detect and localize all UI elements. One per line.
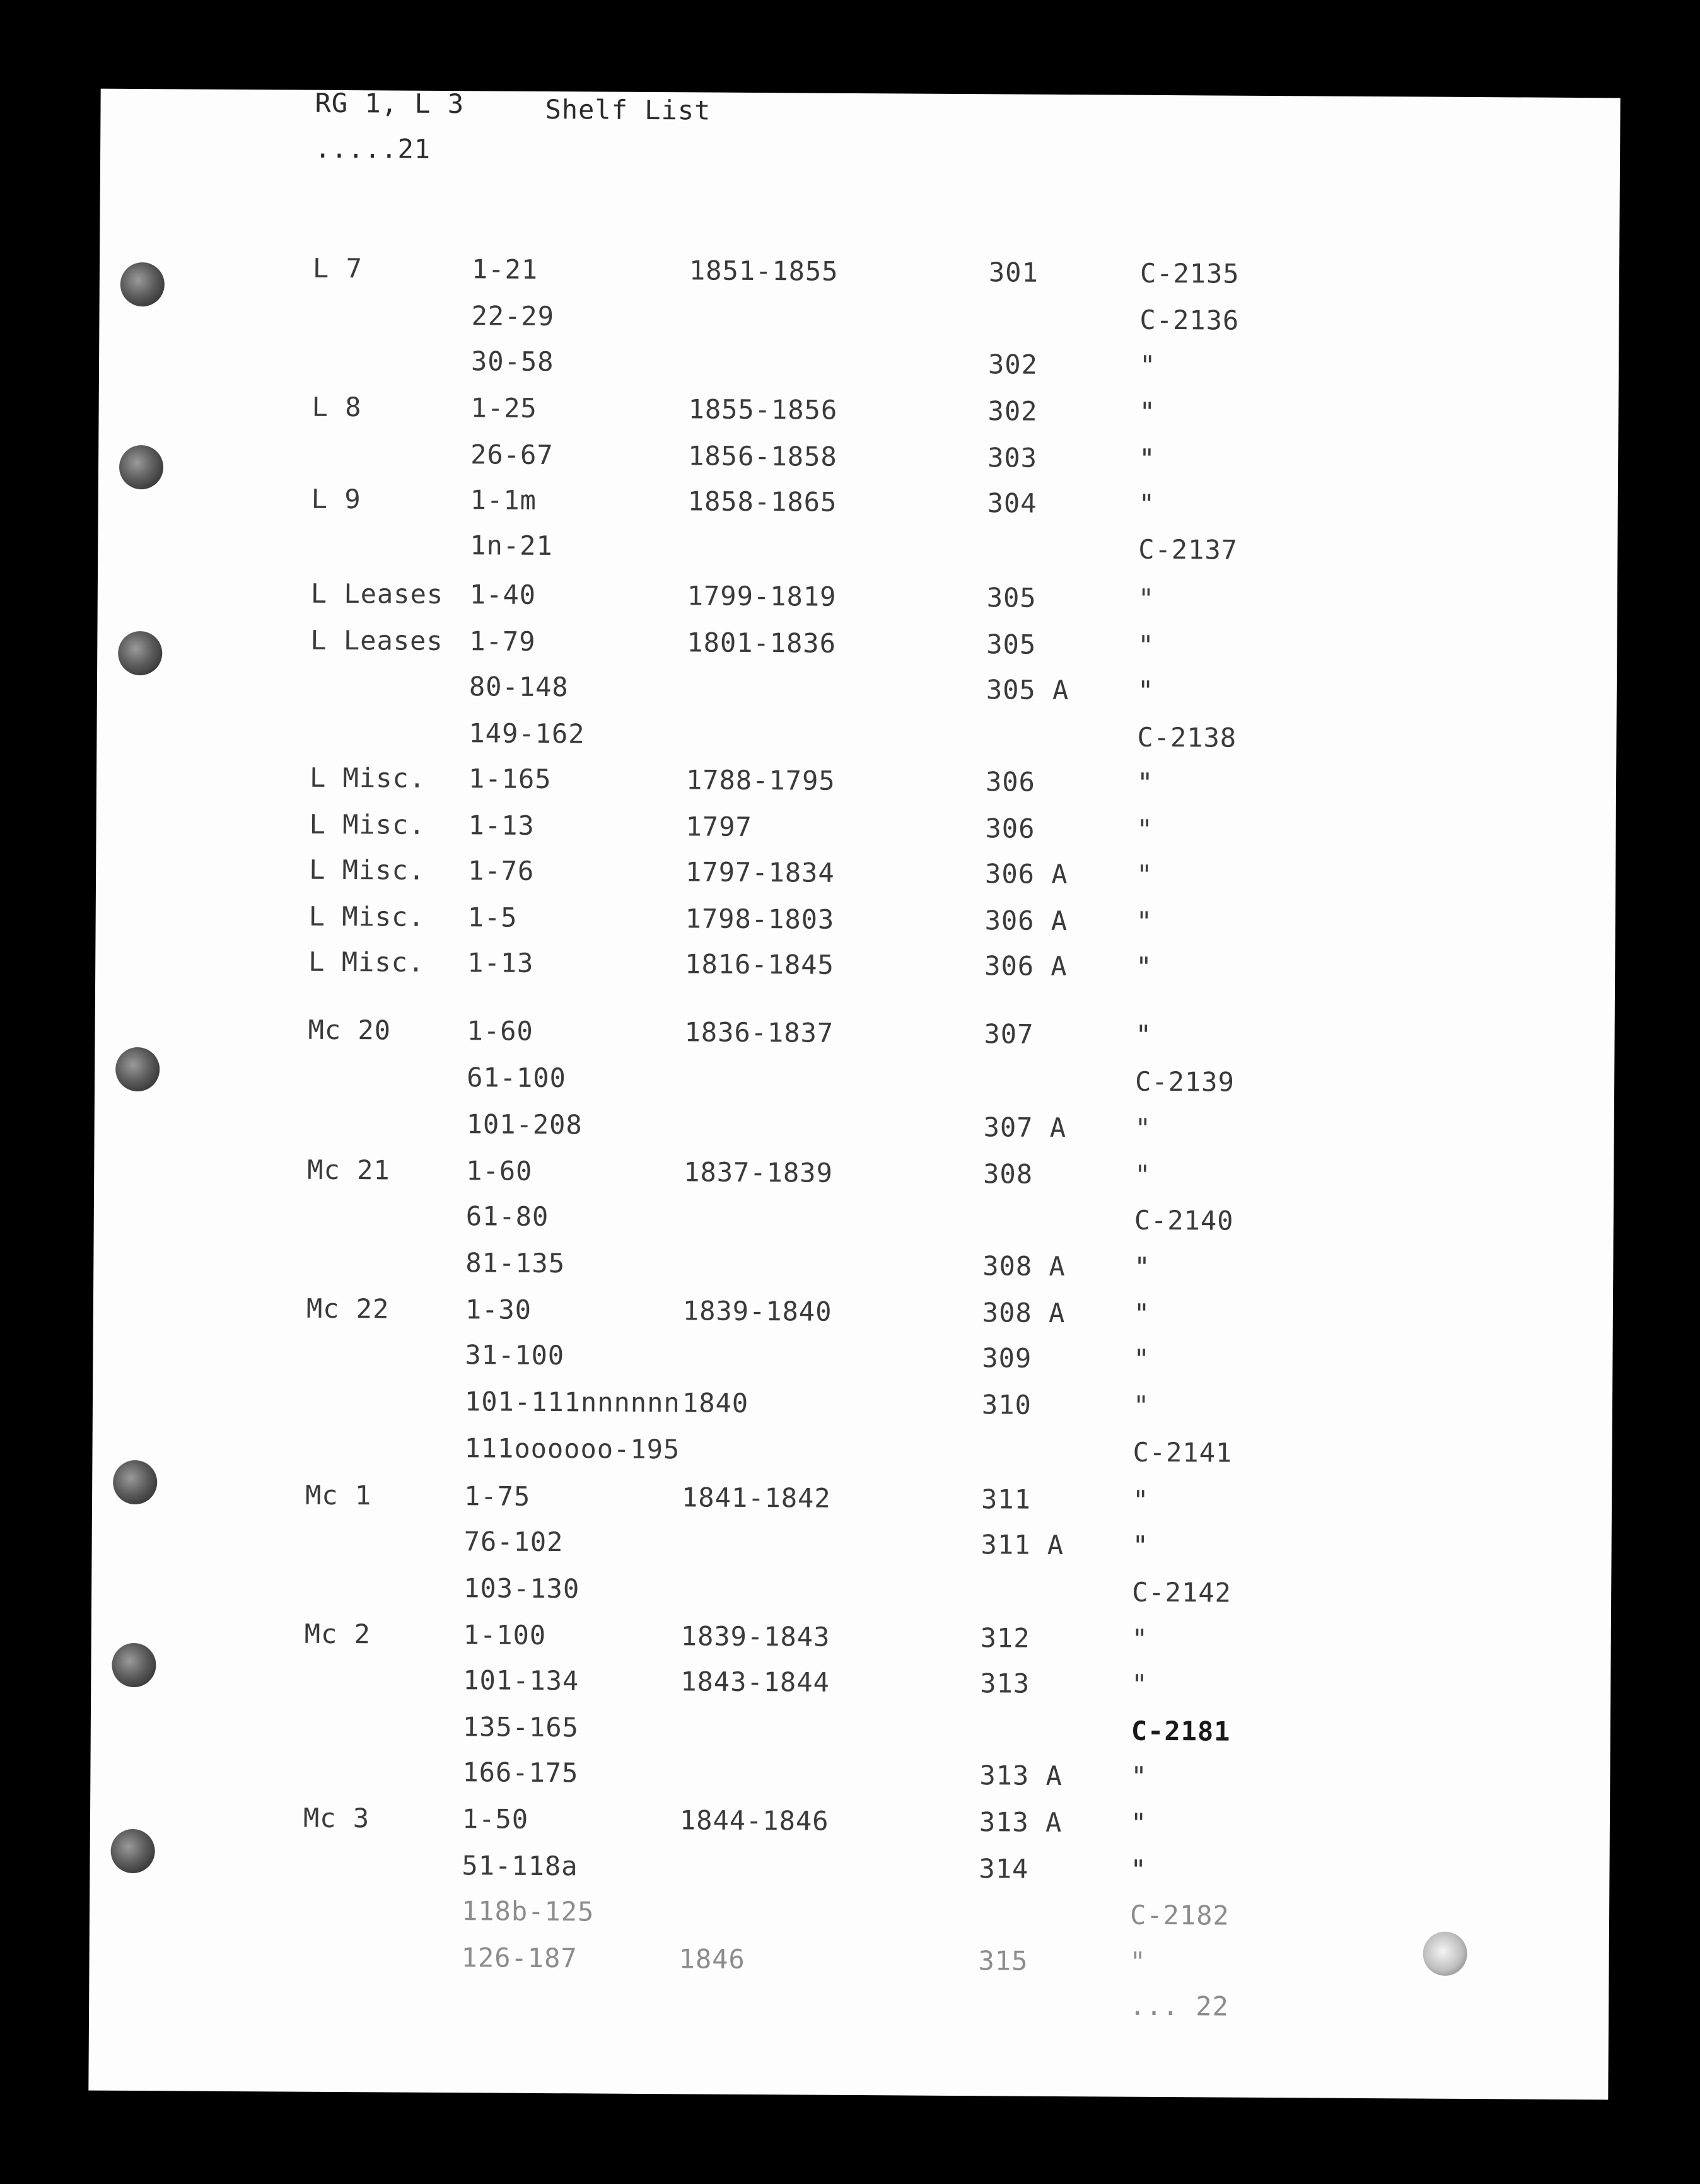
dates-cell: 1851-1855 (689, 255, 839, 287)
punch-hole (110, 1829, 154, 1873)
items-cell: 103-130 (463, 1572, 580, 1605)
series-cell: L Misc. (308, 946, 425, 978)
box-number-cell: 309 (982, 1342, 1032, 1374)
box-number-cell: 306 A (984, 905, 1068, 937)
items-cell: 1-21 (471, 253, 539, 285)
record-group-label: RG 1, L 3 (315, 87, 465, 120)
box-number-cell: 306 A (984, 858, 1068, 890)
items-cell: 1-60 (466, 1155, 533, 1187)
punch-hole (112, 1643, 156, 1687)
items-cell: 61-100 (467, 1062, 567, 1094)
items-cell: 1-79 (469, 625, 536, 657)
items-cell: 1-30 (465, 1294, 532, 1325)
reel-number-cell: C-2139 (1134, 1066, 1235, 1098)
dates-cell: 1841-1842 (681, 1482, 831, 1514)
punch-hole (113, 1460, 157, 1504)
items-cell: 51-118a (462, 1850, 578, 1882)
reel-number-cell: " (1130, 1854, 1147, 1885)
series-cell: Mc 22 (306, 1292, 390, 1325)
box-number-cell: 303 (987, 442, 1038, 473)
items-cell: 149-162 (469, 717, 585, 750)
reel-number-cell: " (1132, 1484, 1150, 1516)
reel-number-cell: " (1134, 1251, 1151, 1282)
series-cell: L Leases (310, 624, 443, 657)
reel-number-cell: C-2141 (1132, 1436, 1233, 1468)
reel-number-cell: " (1133, 1298, 1151, 1329)
reel-number-cell: " (1131, 1760, 1148, 1792)
reel-number-cell: " (1131, 1668, 1148, 1700)
items-cell: 81-135 (465, 1247, 566, 1279)
box-number-cell: 308 (983, 1158, 1033, 1190)
box-number-cell: 313 (980, 1668, 1030, 1699)
reel-number-cell: C-2140 (1134, 1204, 1234, 1236)
dates-cell: 1840 (682, 1387, 749, 1419)
items-cell: 1-60 (467, 1015, 533, 1047)
series-cell: Mc 2 (304, 1618, 371, 1650)
box-number-cell: 311 (981, 1484, 1032, 1515)
series-cell: Mc 1 (305, 1479, 372, 1511)
items-cell: 1-50 (462, 1803, 529, 1835)
reel-number-cell: C-2137 (1138, 533, 1238, 566)
series-cell: L 7 (312, 252, 363, 284)
items-cell: 1-5 (467, 902, 518, 933)
box-number-cell: 314 (979, 1853, 1029, 1885)
box-number-cell: 302 (987, 349, 1039, 380)
box-number-cell: 311 A (981, 1529, 1064, 1561)
reel-number-cell: " (1139, 443, 1156, 474)
items-cell: 135-165 (462, 1711, 579, 1743)
reel-number-cell: C-2138 (1137, 721, 1237, 753)
items-cell: 1-75 (463, 1480, 531, 1512)
reel-number-cell: " (1132, 1530, 1150, 1561)
series-cell: Mc 3 (303, 1802, 370, 1834)
continuation-note: ... 22 (1129, 1990, 1230, 2022)
items-cell: 1-40 (469, 579, 537, 610)
reel-number-cell: " (1133, 1343, 1150, 1374)
dates-cell: 1836-1837 (684, 1016, 834, 1048)
dates-cell: 1797 (685, 811, 752, 843)
box-number-cell: 307 A (983, 1112, 1067, 1144)
series-cell: L Misc. (309, 762, 426, 794)
reel-number-cell: " (1129, 1946, 1147, 1977)
dates-cell: 1837-1839 (684, 1156, 833, 1188)
page-title: Shelf List (545, 93, 711, 126)
items-cell: 111oooooo-195 (464, 1432, 680, 1465)
series-cell: L Misc. (309, 808, 426, 840)
dates-cell: 1839-1840 (682, 1295, 832, 1327)
dates-cell: 1839-1843 (680, 1620, 830, 1653)
items-cell: 31-100 (465, 1339, 565, 1371)
series-cell: L 8 (311, 391, 362, 423)
box-number-cell: 305 (986, 629, 1037, 660)
box-number-cell: 306 (985, 766, 1036, 798)
box-number-cell: 307 (984, 1018, 1034, 1050)
box-number-cell: 313 A (979, 1806, 1062, 1838)
box-number-cell: 304 (987, 487, 1037, 519)
document-page (88, 89, 1620, 2100)
reel-number-cell: " (1136, 905, 1153, 937)
items-cell: 1n-21 (470, 530, 553, 562)
dates-cell: 1801-1836 (687, 627, 837, 659)
reel-number-cell: " (1136, 813, 1154, 845)
reel-number-cell: " (1136, 859, 1153, 890)
items-cell: 126-187 (461, 1942, 578, 1974)
dates-cell: 1846 (678, 1943, 745, 1975)
reel-number-cell: C-2142 (1132, 1576, 1232, 1608)
reel-number-cell: " (1130, 1807, 1148, 1838)
series-cell: L 9 (311, 483, 361, 515)
box-number-cell: 315 (978, 1945, 1028, 1977)
punch-hole (115, 1047, 160, 1091)
items-cell: 1-165 (468, 763, 552, 795)
reel-number-cell: " (1135, 1019, 1153, 1050)
reel-number-cell: C-2136 (1139, 304, 1240, 336)
dates-cell: 1797-1834 (685, 856, 835, 888)
dates-cell: 1856-1858 (688, 440, 837, 472)
dates-cell: 1844-1846 (679, 1804, 829, 1837)
items-cell: 80-148 (469, 671, 569, 703)
box-number-cell: 313 A (979, 1760, 1062, 1792)
box-number-cell: 308 A (982, 1297, 1066, 1329)
reel-number-cell: " (1134, 1112, 1152, 1144)
reel-number-cell: C-2181 (1131, 1715, 1231, 1747)
reel-number-cell: " (1137, 675, 1155, 706)
dates-cell: 1855-1856 (688, 393, 838, 426)
items-cell: 1-76 (468, 855, 535, 886)
page-reference: .....21 (314, 132, 431, 165)
reel-number-cell: " (1138, 488, 1156, 520)
series-cell: L Leases (310, 578, 444, 610)
items-cell: 1-25 (470, 392, 537, 424)
reel-number-cell: C-2135 (1139, 257, 1240, 289)
box-number-cell: 310 (981, 1389, 1032, 1420)
dates-cell: 1799-1819 (687, 580, 837, 612)
series-cell: L Misc. (308, 900, 425, 932)
punch-hole (1423, 1932, 1467, 1976)
box-number-cell: 305 A (986, 674, 1069, 706)
items-cell: 61-80 (465, 1200, 549, 1233)
dates-cell: 1788-1795 (685, 764, 835, 796)
dates-cell: 1816-1845 (685, 948, 834, 980)
items-cell: 1-100 (463, 1619, 547, 1651)
box-number-cell: 306 (985, 813, 1035, 844)
reel-number-cell: " (1138, 629, 1155, 661)
items-cell: 101-111nnnnnn (464, 1386, 680, 1419)
items-cell: 26-67 (470, 439, 554, 471)
punch-hole (120, 262, 165, 306)
dates-cell: 1858-1865 (687, 485, 837, 518)
box-number-cell: 305 (986, 582, 1037, 613)
reel-number-cell: " (1138, 583, 1155, 614)
items-cell: 22-29 (471, 300, 555, 332)
items-cell: 101-208 (466, 1108, 583, 1141)
items-cell: 30-58 (470, 346, 554, 378)
reel-number-cell: " (1136, 951, 1153, 982)
reel-number-cell: " (1132, 1390, 1150, 1421)
series-cell: Mc 21 (307, 1154, 390, 1186)
items-cell: 166-175 (462, 1757, 579, 1789)
box-number-cell: 312 (980, 1622, 1030, 1654)
punch-hole (119, 445, 163, 489)
items-cell: 118b-125 (461, 1895, 595, 1927)
reel-number-cell: " (1131, 1623, 1149, 1654)
items-cell: 1-1m (470, 484, 537, 516)
series-cell: L Misc. (309, 854, 426, 886)
dates-cell: 1843-1844 (680, 1666, 830, 1698)
reel-number-cell: " (1139, 349, 1156, 381)
box-number-cell: 308 A (982, 1250, 1066, 1282)
box-number-cell: 301 (988, 257, 1039, 288)
box-number-cell: 306 A (984, 950, 1068, 982)
reel-number-cell: C-2182 (1129, 1899, 1230, 1931)
reel-number-cell: " (1134, 1159, 1151, 1190)
document-header (101, 87, 1621, 165)
items-cell: 1-13 (467, 947, 534, 979)
reel-number-cell: " (1139, 396, 1156, 427)
box-number-cell: 302 (987, 395, 1038, 427)
reel-number-cell: " (1136, 767, 1154, 798)
punch-hole (118, 631, 162, 675)
series-cell: Mc 20 (308, 1014, 392, 1046)
items-cell: 76-102 (463, 1526, 564, 1558)
items-cell: 101-134 (463, 1664, 579, 1697)
items-cell: 1-13 (468, 810, 535, 841)
dates-cell: 1798-1803 (685, 903, 835, 935)
